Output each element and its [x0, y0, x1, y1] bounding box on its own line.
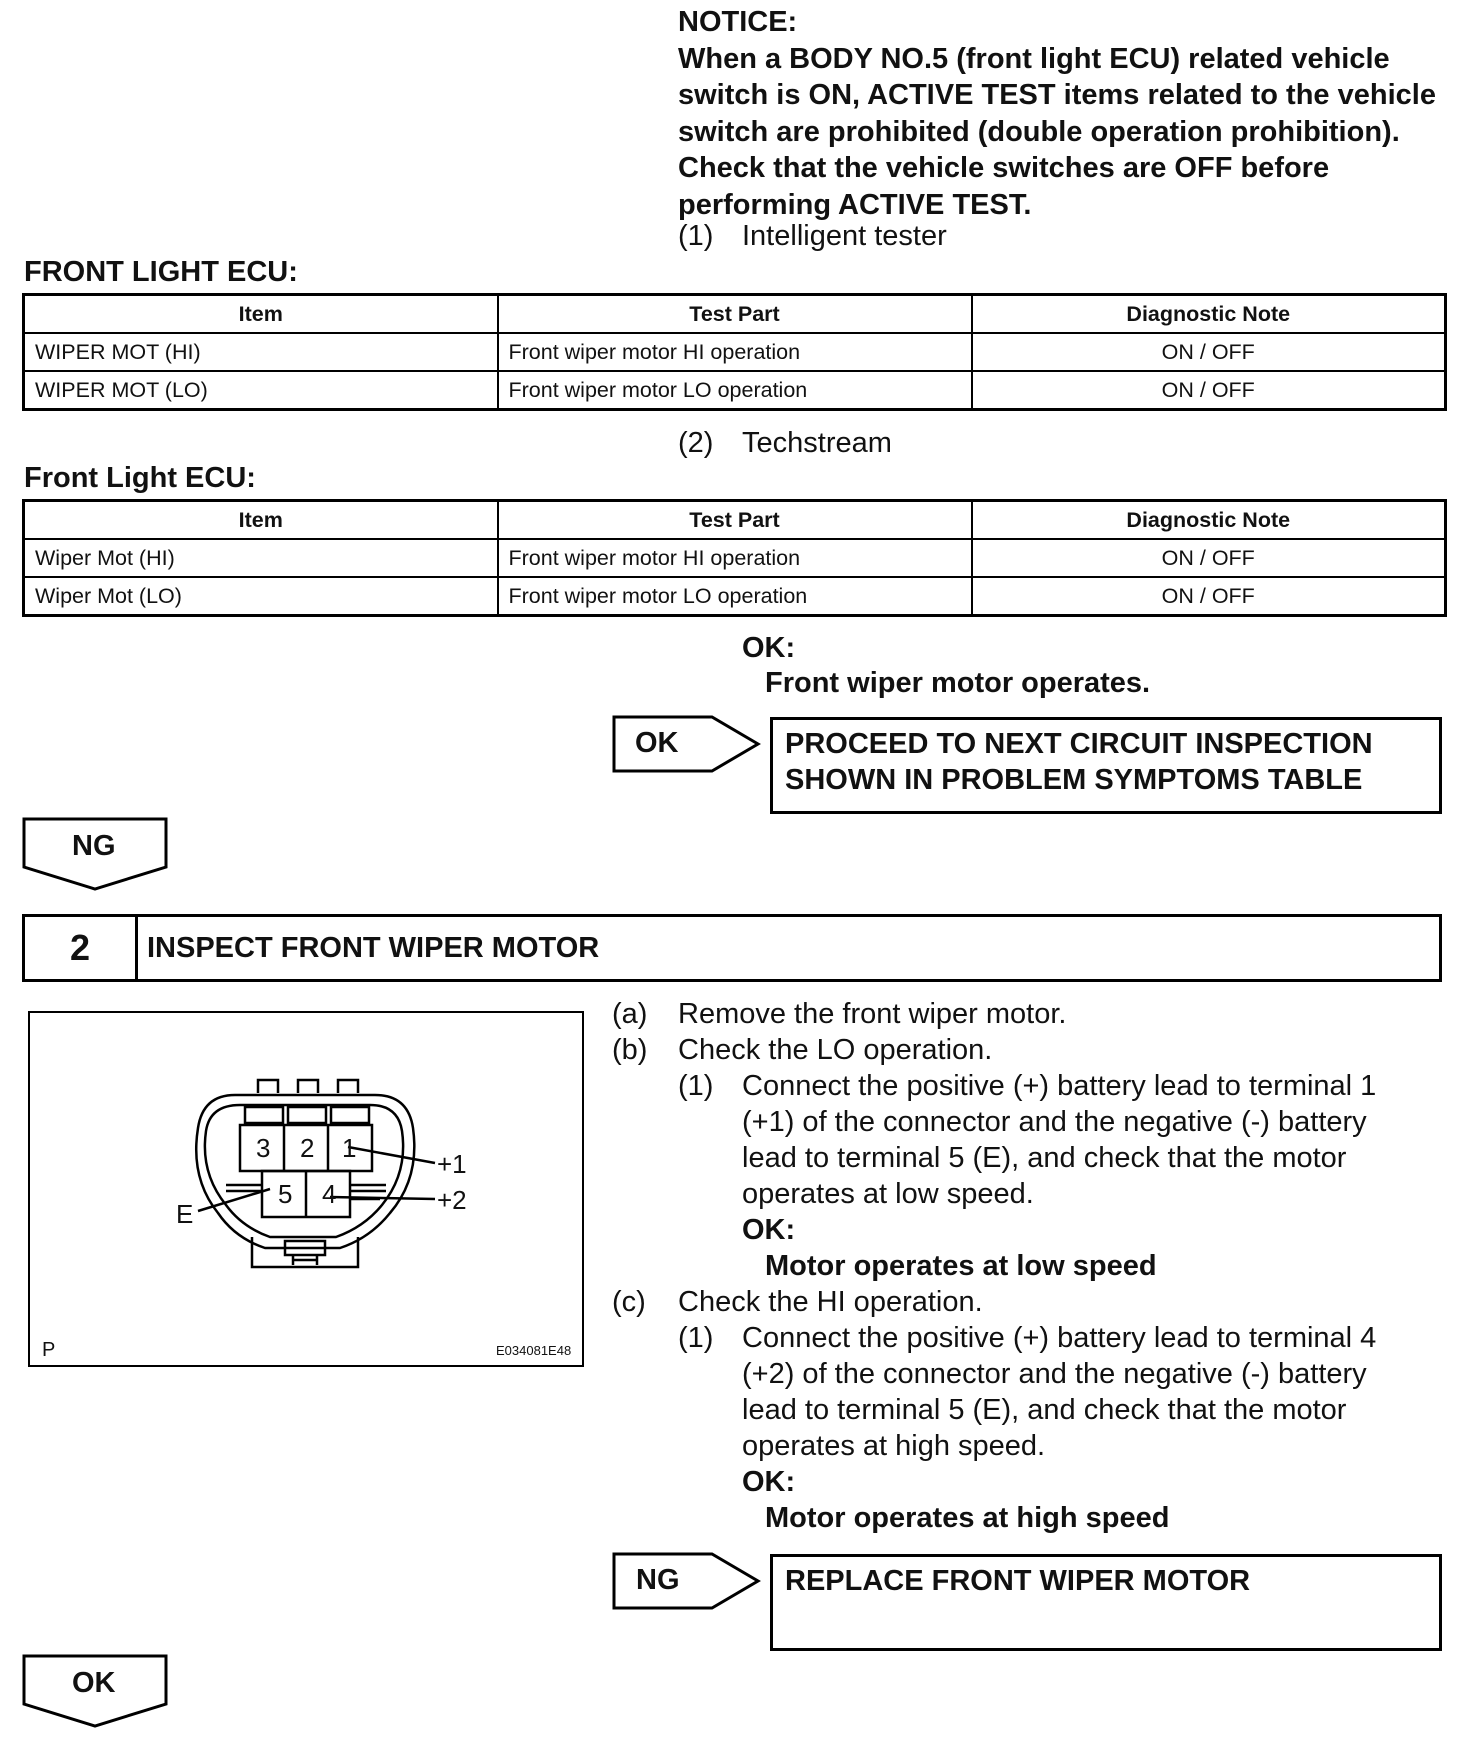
next-circuit-text: [773, 720, 1439, 804]
table-1: [22, 293, 1447, 411]
proc-c: [612, 1284, 1432, 1320]
proc-c1-label: (1): [678, 1322, 714, 1354]
proc-a-label: (a): [612, 998, 648, 1030]
e-label: E: [176, 1199, 194, 1229]
tester-2-label: Techstream: [742, 427, 892, 459]
terminal-3-label: 3: [256, 1133, 271, 1163]
proc-b1-text: Connect the positive (+) battery lead to terminal 1 (+1) of the connector and the negative (-) battery lead to terminal 5 (E), and check that the motor operates at low speed.: [742, 1070, 1377, 1210]
proc-b-ok-label: OK:: [742, 1214, 796, 1246]
table-1-header-test-part: Test Part: [498, 295, 972, 334]
connector-figure: [28, 1011, 584, 1367]
proc-b1: [612, 1068, 1432, 1212]
next-circuit-box: [770, 717, 1442, 814]
result-1-ok-label: OK:: [742, 632, 796, 664]
ok-arrow-label: OK: [635, 727, 679, 759]
table-row: [24, 577, 1446, 616]
next-circuit-line-1: PROCEED TO NEXT CIRCUIT INSPECTION: [785, 728, 1373, 760]
next-circuit-line-2: SHOWN IN PROBLEM SYMPTOMS TABLE: [785, 764, 1363, 796]
proc-c-ok-text: Motor operates at high speed: [765, 1502, 1170, 1534]
table-1-header-diag-note: Diagnostic Note: [972, 295, 1446, 334]
table-cell: ON / OFF: [972, 577, 1446, 616]
table-row: [24, 371, 1446, 410]
terminal-4-label: 4: [322, 1179, 337, 1209]
notice-title: NOTICE:: [678, 6, 798, 38]
table-row: [24, 539, 1446, 577]
tester-2-num: (2): [678, 427, 714, 459]
table-cell: WIPER MOT (HI): [24, 333, 498, 371]
replace-motor-box: [770, 1554, 1442, 1651]
step-2-number: 2: [25, 917, 138, 979]
proc-b: [612, 1032, 1432, 1068]
tester-1-num: (1): [678, 220, 714, 252]
proc-b-label: (b): [612, 1034, 648, 1066]
ng-down-arrow-label: NG: [72, 830, 116, 862]
ng-arrow-tag: [612, 1552, 762, 1610]
proc-b-ok-text: Motor operates at low speed: [765, 1250, 1157, 1282]
procedure: [612, 996, 1432, 1536]
proc-b-ok: [612, 1212, 1432, 1284]
replace-motor-text: REPLACE FRONT WIPER MOTOR: [785, 1565, 1251, 1597]
table-2: [22, 499, 1447, 617]
table-2-header-diag-note: Diagnostic Note: [972, 501, 1446, 540]
proc-c-ok-label: OK:: [742, 1466, 796, 1498]
table-2-header-item: Item: [24, 501, 498, 540]
table-1-header-row: [24, 295, 1446, 334]
table-cell: ON / OFF: [972, 539, 1446, 577]
ok-down-arrow-label: OK: [72, 1667, 116, 1699]
plus2-label: +2: [437, 1185, 467, 1215]
corner-p-label: P: [42, 1339, 56, 1361]
table-cell: ON / OFF: [972, 333, 1446, 371]
table-2-header-test-part: Test Part: [498, 501, 972, 540]
table-cell: WIPER MOT (LO): [24, 371, 498, 410]
table-cell: Wiper Mot (LO): [24, 577, 498, 616]
figure-code: E034081E48: [496, 1343, 572, 1358]
terminal-5-label: 5: [278, 1179, 293, 1209]
table-cell: Front wiper motor HI operation: [498, 333, 972, 371]
tester-1-label: Intelligent tester: [742, 220, 947, 252]
table-cell: Wiper Mot (HI): [24, 539, 498, 577]
table-row: [24, 333, 1446, 371]
plus1-label: +1: [437, 1149, 467, 1179]
notice-block: [678, 4, 1458, 223]
proc-b-text: Check the LO operation.: [678, 1034, 993, 1066]
proc-a: [612, 996, 1432, 1032]
table-cell: ON / OFF: [972, 371, 1446, 410]
step-2-header: [22, 914, 1442, 982]
terminal-1-label: 1: [342, 1133, 357, 1163]
proc-c1-text: Connect the positive (+) battery lead to terminal 4 (+2) of the connector and the negative (-) battery lead to terminal 5 (E), and check that the motor operates at high speed.: [742, 1322, 1377, 1462]
tester-1-line: [678, 218, 947, 254]
table-1-title: FRONT LIGHT ECU:: [24, 256, 298, 288]
result-1-ok-text: Front wiper motor operates.: [765, 667, 1151, 699]
proc-c-label: (c): [612, 1286, 646, 1318]
proc-c-text: Check the HI operation.: [678, 1286, 983, 1318]
proc-c1: [612, 1320, 1432, 1464]
notice-body: When a BODY NO.5 (front light ECU) related vehicle switch is ON, ACTIVE TEST items related to the vehicle switch are prohibited (double operation prohibition). Check that the vehicle switches are OFF before performing ACTIVE TEST.: [678, 42, 1436, 221]
table-1-header-item: Item: [24, 295, 498, 334]
table-cell: Front wiper motor LO operation: [498, 371, 972, 410]
terminal-2-label: 2: [300, 1133, 315, 1163]
proc-c-ok: [612, 1464, 1432, 1536]
table-cell: Front wiper motor LO operation: [498, 577, 972, 616]
ng-arrow-label: NG: [636, 1564, 680, 1596]
proc-a-text: Remove the front wiper motor.: [678, 998, 1067, 1030]
step-2-title: INSPECT FRONT WIPER MOTOR: [147, 932, 600, 964]
table-2-title: Front Light ECU:: [24, 462, 256, 494]
connector-diagram: [30, 1013, 582, 1365]
table-2-header-row: [24, 501, 1446, 540]
tester-2-line: [678, 425, 892, 461]
proc-b1-label: (1): [678, 1070, 714, 1102]
table-cell: Front wiper motor HI operation: [498, 539, 972, 577]
